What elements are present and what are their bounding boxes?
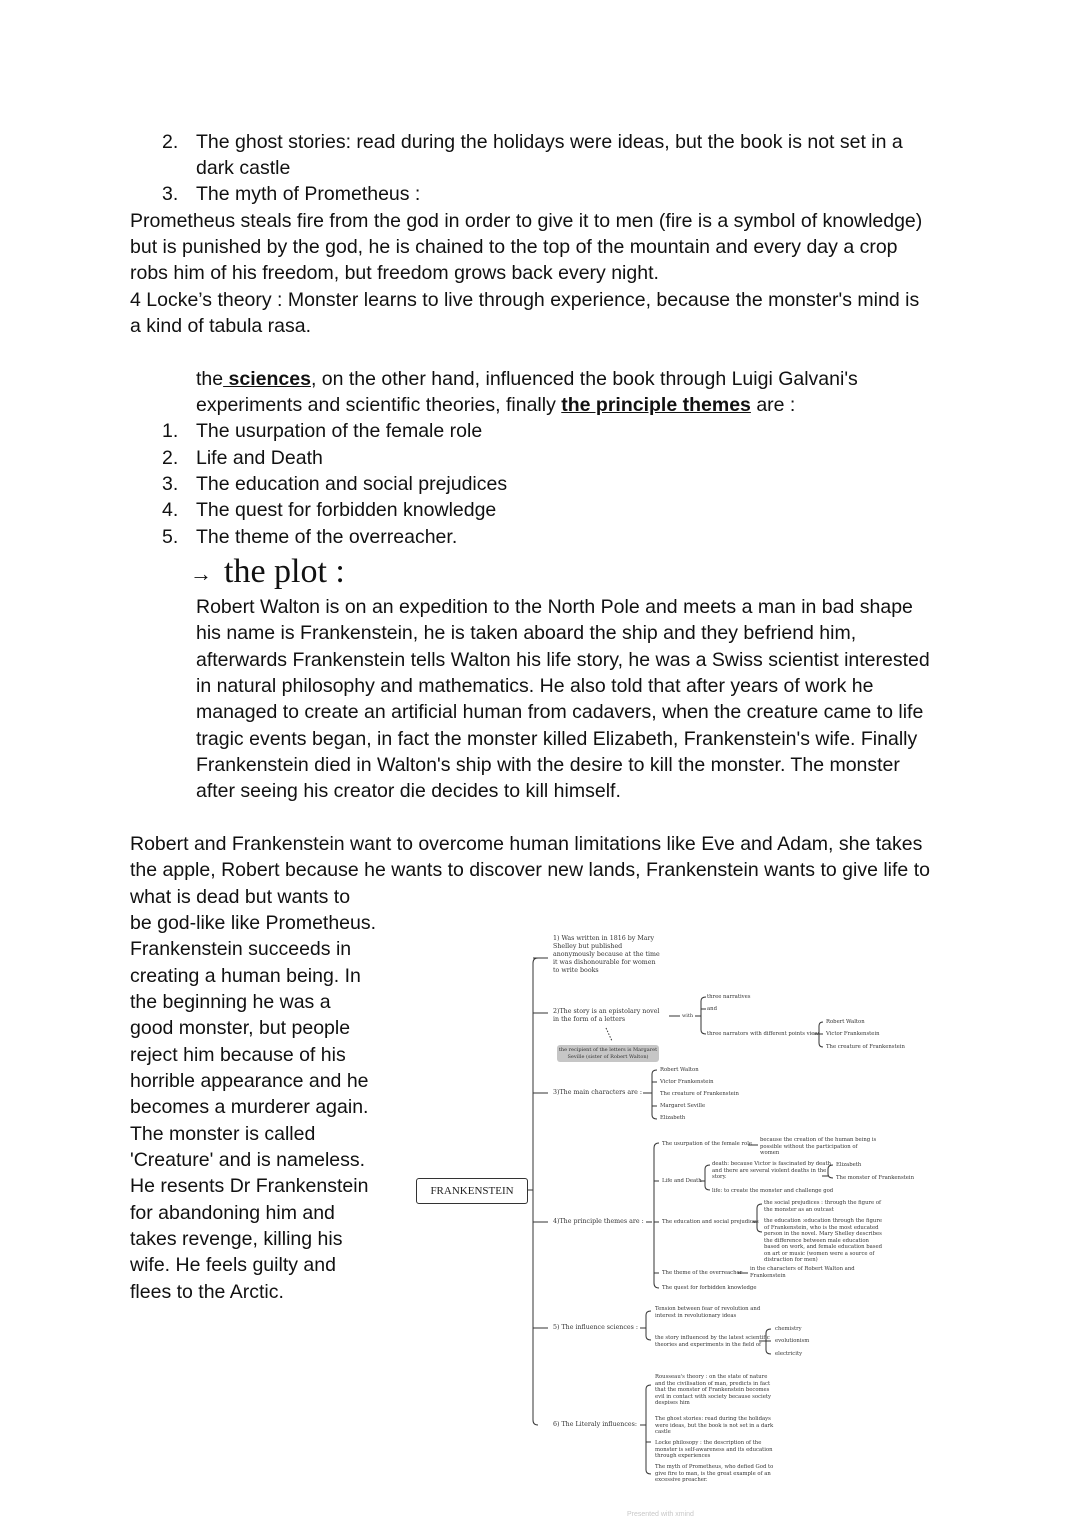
node-text: evil in contact with society because society: [655, 1393, 772, 1400]
node-three-narratives: three narratives: [707, 994, 751, 1000]
node-prometheus-myth: The myth of Prometheus, who defied God to: [655, 1464, 774, 1470]
node-text: Frankenstein: [750, 1272, 786, 1279]
paragraph-line: flees to the Arctic.: [130, 1281, 284, 1303]
themes-keyword: the principle themes: [561, 394, 751, 416]
paragraph-line: reject him because of his: [130, 1044, 346, 1066]
node-text: distraction for men): [764, 1257, 818, 1263]
sciences-keyword: sciences: [223, 368, 311, 390]
node-text: give fire to man, is the great example of an: [655, 1470, 771, 1477]
node-text: castle: [655, 1429, 671, 1435]
branch-text: to write books: [553, 967, 599, 974]
node-tension: Tension between fear of revolution and: [655, 1306, 761, 1312]
node-text: were ideas, but the book is not set in a dark: [655, 1422, 774, 1429]
node-text: and the civilisation of man, predicts in fact: [655, 1380, 771, 1387]
node-chemistry: chemistry: [775, 1326, 802, 1332]
theme-item: The quest for forbidden knowledge: [196, 499, 497, 521]
paragraph-line: Robert Walton is on an expedition to the North Pole and meets a man in bad shape: [196, 596, 913, 618]
node-text: based on work, and female education based: [764, 1244, 882, 1250]
node-creature: The creature of Frankenstein: [826, 1044, 905, 1050]
text: the: [196, 368, 224, 390]
paragraph-line: be god-like like Prometheus.: [130, 912, 377, 934]
paragraph-line: robs him of his freedom, but freedom grows back every night.: [130, 262, 659, 284]
character-creature: The creature of Frankenstein: [660, 1091, 739, 1097]
theme-usurpation: The usurpation of the female role: [662, 1141, 753, 1147]
paragraph-line: good monster, but people: [130, 1017, 351, 1039]
node-rousseau: Rousseau's theory : on the state of nature: [655, 1374, 768, 1380]
node-three-narrators: three narrators with different points view: [707, 1031, 819, 1037]
mind-map-root-frankenstein: FRANKENSTEIN: [416, 1178, 528, 1204]
node-social-prejudices: the social prejudices : through the figure of: [764, 1200, 881, 1206]
branch-text: it was dishonourable for women: [553, 959, 656, 966]
note-text: Seville (sister of Robert Walton): [567, 1053, 649, 1060]
branch-written-1816: 1) Was written in 1816 by Mary: [553, 935, 655, 942]
theme-item: The education and social prejudices: [196, 473, 508, 495]
theme-overreacher: The theme of the overreacher: [662, 1270, 743, 1276]
paragraph-line: after seeing his creator die decides to kill himself.: [196, 780, 621, 802]
node-text: monster is self-awareness and its education: [655, 1446, 773, 1453]
node-text: in the characters of Robert Walton and: [750, 1266, 855, 1272]
note-text: the recipient of the letters is Margaret: [558, 1047, 658, 1053]
paragraph-line: Robert and Frankenstein want to overcome human limitations like Eve and Adam, she takes: [130, 833, 923, 855]
node-death: death: because Victor is fascinated by death: [712, 1161, 832, 1167]
heading-text: the plot :: [224, 553, 345, 590]
paragraph-line: Frankenstein died in Walton's ship with the desire to kill the monster. The monster: [196, 754, 900, 776]
character-victor-frankenstein: Victor Frankenstein: [660, 1079, 714, 1085]
paragraph-line: creating a human being. In: [130, 965, 361, 987]
text: are :: [750, 394, 796, 416]
list-text: The ghost stories: read during the holidays were ideas, but the book is not set in a: [196, 131, 903, 153]
paragraph-line: The monster is called: [130, 1123, 316, 1145]
node-text: theories and experiments in the field of: [655, 1341, 761, 1348]
paragraph-line: becomes a murderer again.: [130, 1096, 369, 1118]
node-text: possible without the participation of: [760, 1143, 858, 1150]
node-ghost-stories: The ghost stories: read during the holidays: [655, 1416, 771, 1422]
node-education: the education :education through the figure: [764, 1218, 882, 1224]
theme-item: The theme of the overreacher.: [196, 526, 458, 548]
list-number: 5.: [162, 526, 179, 548]
branch-principle-themes: 4)The principle themes are :: [553, 1218, 644, 1225]
node-text: that the monster of Frankenstein becomes: [655, 1387, 770, 1393]
list-number: 2.: [162, 447, 179, 469]
paragraph-line: his name is Frankenstein, he is taken aboard the ship and they befriend him,: [196, 622, 857, 644]
list-text: The myth of Prometheus :: [196, 183, 421, 205]
branch-literary-influences: 6) The Literaly influences:: [553, 1421, 637, 1428]
paragraph-line: but is punished by the god, he is chained to the top of the mountain and every day a crop: [130, 236, 898, 258]
node-evolutionism: evolutionism: [775, 1338, 810, 1344]
list-number: 3.: [162, 183, 179, 205]
list-number: 1.: [162, 420, 179, 442]
node-victor-frankenstein: Victor Frankenstein: [826, 1031, 880, 1037]
theme-education: The education and social prejudices: [662, 1219, 759, 1225]
node-robert-walton: Robert Walton: [826, 1019, 865, 1025]
text: experiments and scientific theories, finally: [196, 394, 562, 416]
node-locke: Locke philosopy : the description of the: [655, 1440, 762, 1446]
list-number: 3.: [162, 473, 179, 495]
branch-main-characters: 3)The main characters are :: [553, 1089, 642, 1096]
theme-life-and-death: Life and Death: [662, 1178, 702, 1184]
node-text: person in the novel. Mary Shelley describes: [764, 1231, 882, 1237]
paragraph-line: the beginning he was a: [130, 991, 331, 1013]
paragraph-line: He resents Dr Frankenstein: [130, 1175, 369, 1197]
node-text: on art or music (women were a source of: [764, 1250, 875, 1257]
paragraph-line: tragic events began, in fact the monster killed Elizabeth, Frankenstein's wife. Finally: [196, 728, 918, 750]
node-text: excessive preacher.: [655, 1477, 708, 1483]
character-robert-walton: Robert Walton: [660, 1067, 699, 1073]
branch-text: in the form of a letters: [553, 1016, 626, 1023]
theme-quest: The quest for forbidden knowledge: [662, 1285, 757, 1291]
theme-item: The usurpation of the female role: [196, 420, 483, 442]
paragraph-line: wife. He feels guilty and: [130, 1254, 336, 1276]
paragraph-line: for abandoning him and: [130, 1202, 335, 1224]
paragraph-line: afterwards Frankenstein tells Walton his life story, he was a Swiss scientist interested: [196, 649, 930, 671]
paragraph-line: 'Creature' and is nameless.: [130, 1149, 366, 1171]
node-text: through experiences: [655, 1453, 711, 1459]
node-text: and there are several violent deaths in the: [712, 1167, 827, 1174]
node-and: and: [707, 1006, 717, 1012]
paragraph-line: a kind of tabula rasa.: [130, 315, 312, 337]
paragraph-line: in natural philosophy and mathematics. He also told that after years of work he: [196, 675, 874, 697]
with-label: with: [682, 1013, 694, 1019]
node-text: the difference between male education: [764, 1237, 869, 1244]
node-text: the monster as an outcast: [764, 1206, 834, 1213]
paragraph-line: horrible appearance and he: [130, 1070, 369, 1092]
character-elizabeth: Elizabeth: [660, 1115, 686, 1121]
node-electricity: electricity: [775, 1351, 803, 1357]
node-text: of Frankenstein, who is the most educated: [764, 1224, 879, 1231]
node-monster: The monster of Frankenstein: [836, 1175, 915, 1181]
node-elizabeth: Elizabeth: [836, 1162, 862, 1168]
paragraph-line: 4 Locke’s theory : Monster learns to live through experience, because the monster's mind is: [130, 289, 920, 311]
paragraph-line: the apple, Robert because he wants to discover new lands, Frankenstein wants to give life to: [130, 859, 930, 881]
text: , on the other hand, influenced the book through Luigi Galvani's: [310, 368, 858, 390]
paragraph-line: takes revenge, killing his: [130, 1228, 343, 1250]
branch-influence-sciences: 5) The influence sciences :: [553, 1324, 638, 1331]
list-text: dark castle: [196, 157, 291, 179]
node-text: because the creation of the human being is: [760, 1137, 877, 1143]
list-number: 4.: [162, 499, 179, 521]
recipient-note: [557, 1045, 659, 1062]
branch-text: anonymously because at the time: [553, 951, 660, 958]
xmind-watermark: Presented with xmind: [627, 1511, 694, 1518]
node-text: interest in revolutionary ideas: [655, 1312, 737, 1319]
paragraph-line: Prometheus steals fire from the god in order to give it to men (fire is a symbol of knowledge): [130, 210, 923, 232]
branch-text: Shelley but published: [553, 943, 623, 950]
node-life: life: to create the monster and challenge god: [712, 1188, 834, 1194]
character-margaret-seville: Margaret Seville: [660, 1103, 706, 1109]
node-text: women: [760, 1150, 780, 1156]
paragraph-line: Frankenstein succeeds in: [130, 938, 352, 960]
paragraph-line: managed to create an artificial human from cadavers, when the creature came to life: [196, 701, 924, 723]
arrow-right-icon: →: [190, 561, 212, 587]
node-text: story.: [712, 1174, 727, 1180]
node-text: despises him: [655, 1400, 690, 1406]
list-number: 2.: [162, 131, 179, 153]
theme-item: Life and Death: [196, 447, 323, 469]
paragraph-line: what is dead but wants to: [130, 886, 351, 908]
branch-epistolary-novel: 2)The story is an epistolary novel: [553, 1008, 660, 1015]
node-story-influenced: the story influenced by the latest scientific: [655, 1335, 770, 1341]
